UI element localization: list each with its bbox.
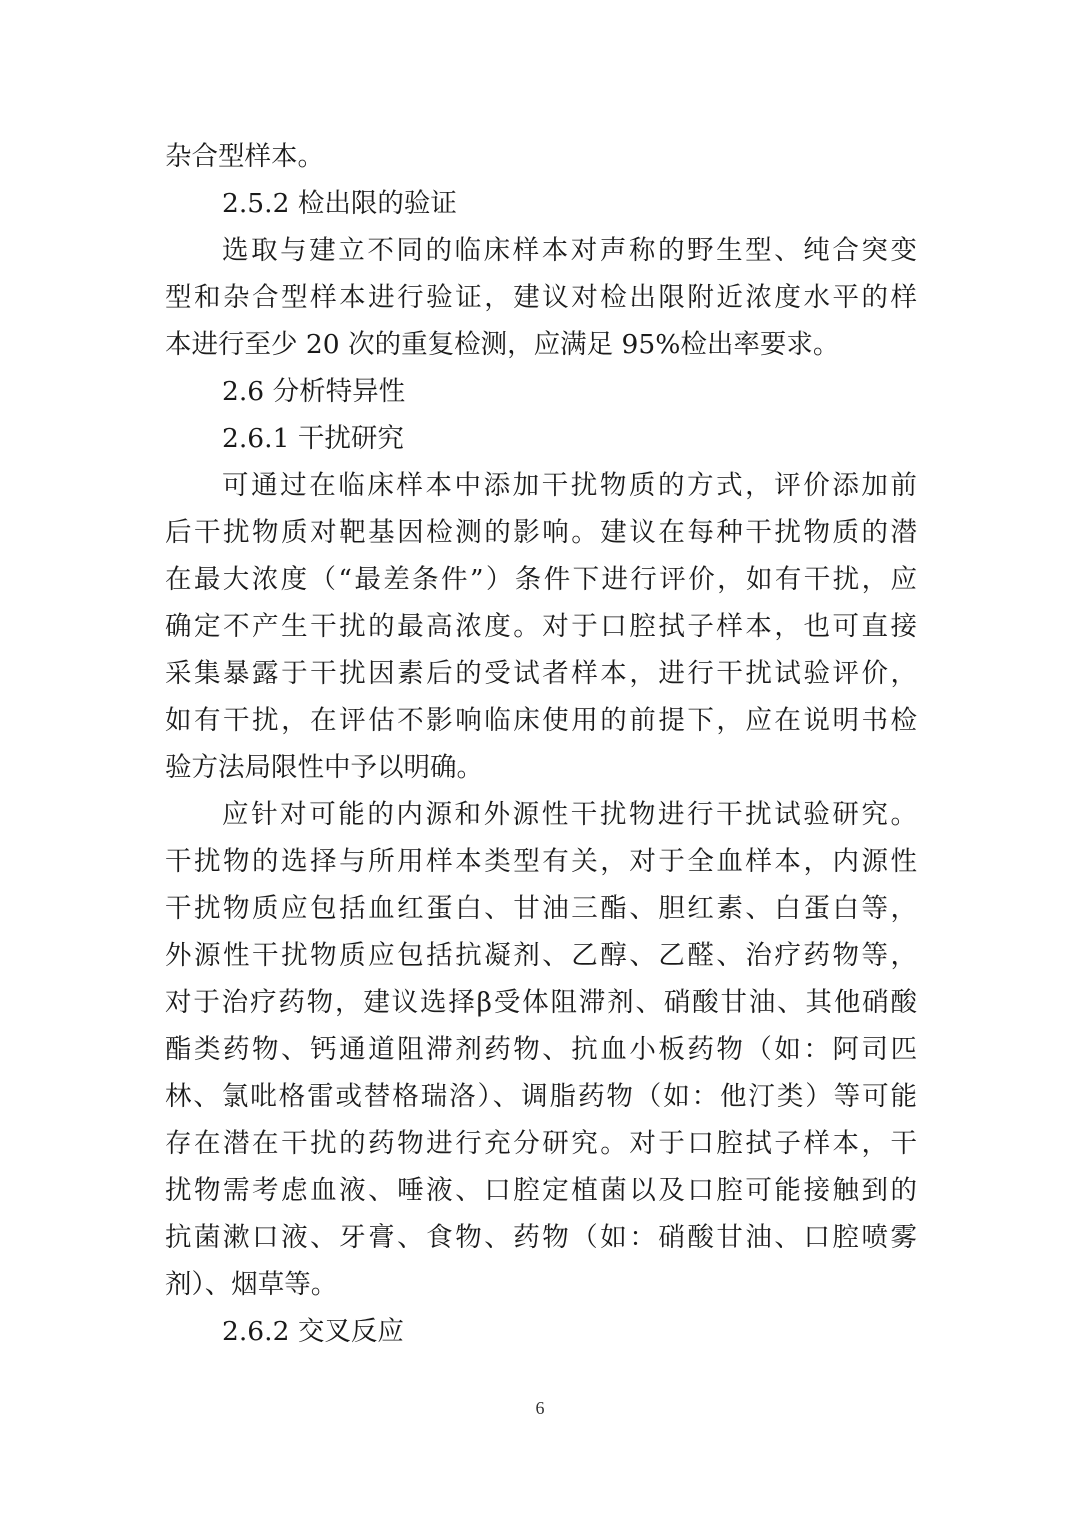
text-line: 抗菌漱口液、牙膏、食物、药物（如：硝酸甘油、口腔喷雾 <box>165 1222 917 1253</box>
text-line: 可通过在临床样本中添加干扰物质的方式，评价添加前 <box>222 470 917 501</box>
text-line: 干扰物质应包括血红蛋白、甘油三酯、胆红素、白蛋白等， <box>165 893 917 924</box>
text-line: 采集暴露于干扰因素后的受试者样本，进行干扰试验评价， <box>165 658 917 689</box>
text-line: 2.6.2 交叉反应 <box>222 1316 404 1347</box>
section-heading <box>165 180 917 227</box>
section-heading <box>165 415 917 462</box>
paragraph <box>165 227 917 368</box>
text-line: 如有干扰，在评估不影响临床使用的前提下，应在说明书检 <box>165 705 917 736</box>
paragraph <box>165 133 917 180</box>
text-line: 本进行至少 20 次的重复检测，应满足 95%检出率要求。 <box>165 329 840 360</box>
section-heading <box>165 368 917 415</box>
paragraph <box>165 462 917 791</box>
paragraph <box>165 791 917 1308</box>
text-line: 2.6 分析特异性 <box>222 376 406 407</box>
text-line: 酯类药物、钙通道阻滞剂药物、抗血小板药物（如：阿司匹 <box>165 1034 917 1065</box>
text-line: 应针对可能的内源和外源性干扰物进行干扰试验研究。 <box>222 799 917 830</box>
page-number: 6 <box>535 1398 545 1418</box>
text-line: 干扰物的选择与所用样本类型有关，对于全血样本，内源性 <box>165 846 917 877</box>
text-line: 对于治疗药物，建议选择β受体阻滞剂、硝酸甘油、其他硝酸 <box>165 987 917 1018</box>
text-line: 扰物需考虑血液、唾液、口腔定植菌以及口腔可能接触到的 <box>165 1175 917 1206</box>
text-line: 杂合型样本。 <box>165 141 324 172</box>
text-line: 2.6.1 干扰研究 <box>222 423 404 454</box>
text-line: 验方法局限性中予以明确。 <box>165 752 483 783</box>
text-line: 存在潜在干扰的药物进行充分研究。对于口腔拭子样本，干 <box>165 1128 917 1159</box>
text-line: 外源性干扰物质应包括抗凝剂、乙醇、乙醛、治疗药物等， <box>165 940 917 971</box>
section-heading <box>165 1308 917 1355</box>
text-line: 选取与建立不同的临床样本对声称的野生型、纯合突变 <box>222 235 917 266</box>
text-line: 在最大浓度（“最差条件”）条件下进行评价，如有干扰，应 <box>165 564 917 595</box>
text-line: 型和杂合型样本进行验证，建议对检出限附近浓度水平的样 <box>165 282 917 313</box>
text-line: 剂）、烟草等。 <box>165 1269 338 1300</box>
text-line: 2.5.2 检出限的验证 <box>222 188 457 219</box>
text-line: 确定不产生干扰的最高浓度。对于口腔拭子样本，也可直接 <box>165 611 917 642</box>
document-page <box>165 133 917 1355</box>
text-line: 林、氯吡格雷或替格瑞洛）、调脂药物（如：他汀类）等可能 <box>165 1081 917 1112</box>
text-line: 后干扰物质对靶基因检测的影响。建议在每种干扰物质的潜 <box>165 517 917 548</box>
